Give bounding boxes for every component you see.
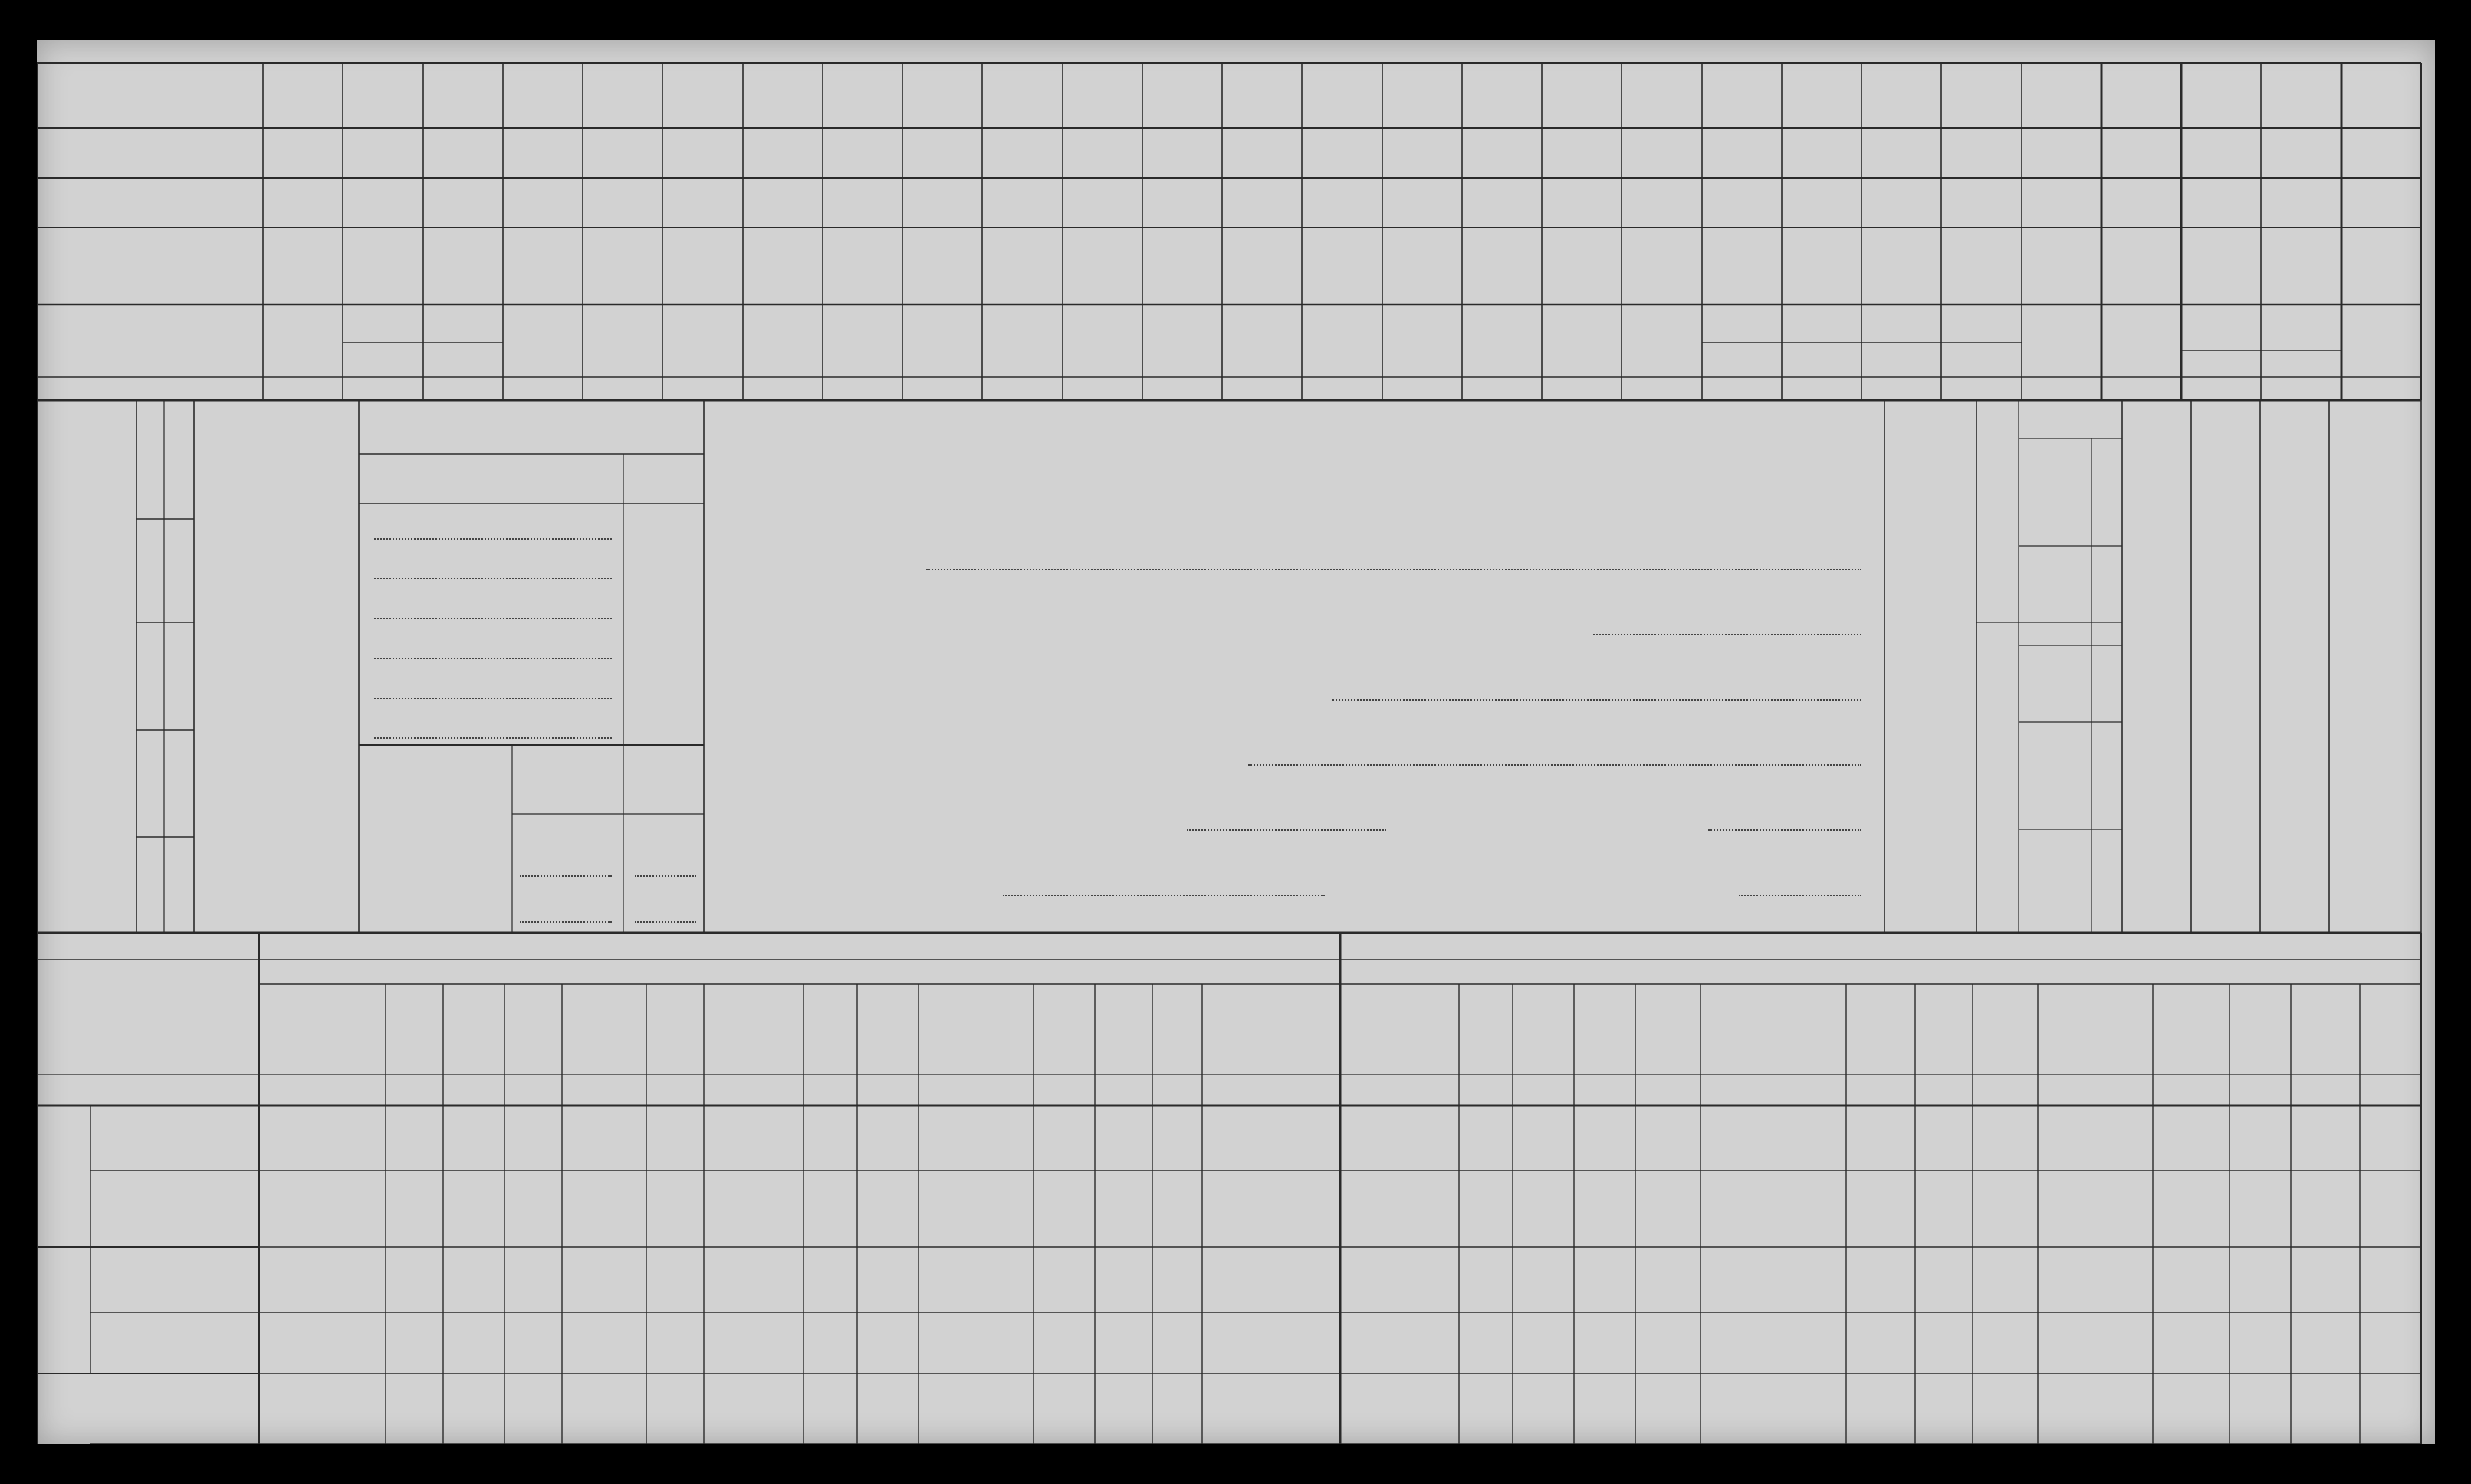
- lease-col-num: [1915, 1075, 1973, 1105]
- population-col-num: [2091, 546, 2122, 645]
- handwritten-value: [2341, 128, 2421, 178]
- trade-title: [359, 408, 704, 454]
- lease-col-num: [504, 1075, 562, 1105]
- column-number: [743, 377, 823, 400]
- livestock-col-num: [136, 837, 164, 933]
- population-col-head: [2019, 722, 2091, 829]
- lease-col-head: [1574, 984, 1635, 1075]
- non-allotment-group: [37, 1247, 90, 1374]
- column-number: [2261, 377, 2341, 400]
- private-question: [734, 466, 1869, 503]
- column-number: [263, 377, 343, 400]
- lease-col-head: [1700, 984, 1846, 1075]
- lease-col-head: [1340, 984, 1459, 1075]
- lease-col-head: [386, 984, 443, 1075]
- column-number: [982, 377, 1063, 400]
- lease-col-num: [704, 1075, 803, 1105]
- private-question: [1424, 810, 1792, 847]
- lease-col-head: [1846, 984, 1915, 1075]
- dotted-line: [1187, 829, 1386, 831]
- population-group-bottom: [2260, 810, 2329, 933]
- column-header: [423, 228, 503, 343]
- column-header: [982, 228, 1063, 360]
- desyatin-header: [512, 776, 623, 814]
- dotted-line: [374, 578, 612, 579]
- dotted-line: [1593, 634, 1861, 635]
- dotted-line: [374, 658, 612, 659]
- handwritten-value: [443, 1105, 504, 1170]
- lease-col-head: [1033, 984, 1095, 1075]
- handwritten-value: [423, 178, 503, 228]
- column-header: [743, 228, 823, 360]
- population-group-top: [2191, 400, 2260, 523]
- lease-col-num: [1340, 1075, 1459, 1105]
- lease-col-head: [1635, 984, 1700, 1075]
- population-col-head: [2019, 645, 2091, 722]
- lease-col-head: [803, 984, 857, 1075]
- handwritten-value: [1462, 178, 1542, 228]
- dotted-line: [926, 569, 1861, 570]
- land-label: [37, 228, 259, 381]
- column-number: [1462, 377, 1542, 400]
- lease-col-head: [646, 984, 704, 1075]
- column-header: [2261, 228, 2341, 360]
- lease-col-head: [443, 984, 504, 1075]
- lease-arable-group: [259, 960, 704, 984]
- lease-col-head: [1459, 984, 1513, 1075]
- lease-row-label: [37, 1374, 259, 1444]
- handwritten-value: [386, 1374, 443, 1444]
- lease-col-head: [704, 984, 803, 1075]
- lease-col-num: [918, 1075, 1033, 1105]
- column-header: [1542, 228, 1622, 360]
- lease-col-num: [1152, 1075, 1202, 1105]
- column-header: [1702, 228, 1782, 339]
- column-number: [1782, 377, 1861, 400]
- lease-col-num: [2291, 1075, 2360, 1105]
- lease-col-num: [562, 1075, 646, 1105]
- livestock-col-head: [164, 622, 194, 730]
- column-number: [2101, 377, 2181, 400]
- population-col-head: [2019, 829, 2091, 933]
- handwritten-value: [263, 178, 343, 228]
- population-col-num: [2091, 722, 2122, 829]
- lease-col-head: [2038, 984, 2153, 1075]
- handwritten-value: [583, 63, 662, 128]
- lease-col-head: [857, 984, 918, 1075]
- handwritten-value: [2341, 178, 2421, 228]
- lease-col-head: [504, 984, 562, 1075]
- column-number: [1702, 377, 1782, 400]
- livestock-col-num: [136, 622, 164, 730]
- private-question: [734, 531, 1869, 568]
- population-group-top: [2329, 400, 2421, 523]
- census-card: [37, 40, 2435, 1444]
- livestock-col-head: [164, 519, 194, 622]
- column-header: [343, 228, 423, 343]
- handwritten-value: [583, 178, 662, 228]
- column-number: [823, 377, 902, 400]
- dotted-line: [1003, 895, 1325, 896]
- column-number: [662, 377, 743, 400]
- handwritten-value: [343, 63, 423, 128]
- handwritten-value: [2022, 178, 2101, 228]
- column-number: [1063, 377, 1142, 400]
- dotted-line: [1248, 764, 1861, 766]
- dotted-line: [635, 921, 696, 923]
- handwritten-value: [423, 63, 503, 128]
- column-number: [1941, 377, 2022, 400]
- row-label: [37, 178, 259, 228]
- private-question: [734, 664, 1869, 701]
- dotted-line: [1332, 699, 1861, 701]
- row-label: [37, 63, 259, 128]
- column-header: [902, 228, 982, 360]
- rent-hay-group: [1700, 960, 2038, 984]
- lease-col-head: [1513, 984, 1574, 1075]
- column-number: [583, 377, 662, 400]
- column-header: [662, 228, 743, 360]
- dotted-line: [374, 538, 612, 540]
- lease-col-head: [259, 984, 386, 1075]
- column-number: [1142, 377, 1222, 400]
- handwritten-value: [263, 63, 343, 128]
- lease-col-num: [1459, 1075, 1513, 1105]
- column-header: [503, 228, 583, 360]
- column-number: [2022, 377, 2101, 400]
- lease-col-num: [2153, 1075, 2229, 1105]
- column-header: [1142, 228, 1222, 360]
- dotted-line: [1739, 895, 1861, 896]
- private-question: [1302, 875, 1746, 912]
- lease-row-label: [90, 1247, 259, 1312]
- column-header: [1302, 228, 1382, 360]
- lease-col-num: [1095, 1075, 1152, 1105]
- handwritten-value: [823, 63, 902, 128]
- lease-row-label: [90, 1170, 259, 1247]
- lease-col-num: [1700, 1075, 1846, 1105]
- handwritten-value: [504, 1105, 646, 1170]
- column-header: [1462, 228, 1542, 360]
- lease-col-num: [1513, 1075, 1574, 1105]
- handwritten-value: [2022, 128, 2101, 178]
- handwritten-value: [1382, 63, 1462, 128]
- lease-col-num: [386, 1075, 443, 1105]
- livestock-col-head: [164, 730, 194, 837]
- population-group-bottom: [2191, 810, 2260, 933]
- column-header: [1222, 228, 1302, 360]
- population-col-head: [2019, 546, 2091, 645]
- dotted-line: [374, 618, 612, 619]
- garden-label: [366, 845, 512, 875]
- lease-col-head: [2153, 984, 2229, 1075]
- column-header: [2022, 228, 2101, 360]
- have-title: [366, 799, 504, 837]
- trade-name-header: [359, 454, 623, 504]
- population-group-top: [2260, 400, 2329, 523]
- lease-col-head: [2229, 984, 2291, 1075]
- population-col-head: [2019, 438, 2091, 546]
- column-number: [1861, 377, 1941, 400]
- handwritten-value: [662, 63, 743, 128]
- population-col-num: [2091, 829, 2122, 933]
- column-header: [2181, 228, 2261, 360]
- population-title: [1884, 400, 1976, 933]
- column-header: [1382, 228, 1462, 360]
- rent-arable-group: [1340, 960, 1700, 984]
- handwritten-value: [823, 128, 902, 178]
- lease-col-num: [1033, 1075, 1095, 1105]
- private-question: [734, 728, 1869, 765]
- lease-col-num: [1973, 1075, 2038, 1105]
- dotted-line: [374, 698, 612, 699]
- dotted-line: [374, 737, 612, 739]
- vineyard-label: [366, 891, 512, 921]
- lease-row-label: [90, 1105, 259, 1170]
- column-header: [1063, 228, 1142, 360]
- lease-col-head: [918, 984, 1033, 1075]
- livestock-col-num: [136, 730, 164, 837]
- handwritten-value: [267, 1105, 382, 1170]
- population-group-top: [2122, 400, 2191, 523]
- column-header: [1941, 228, 2022, 339]
- lease-col-head: [562, 984, 646, 1075]
- row-label: [37, 128, 259, 154]
- livestock-col-num: [136, 400, 164, 519]
- lease-col-num: [1635, 1075, 1700, 1105]
- lease-col-head: [1095, 984, 1152, 1075]
- population-col-num: [2091, 645, 2122, 722]
- column-header: [263, 228, 343, 360]
- lease-col-num: [443, 1075, 504, 1105]
- lease-row-label: [90, 1312, 259, 1374]
- trade-qty-header: [623, 454, 704, 504]
- lease-col-num: [2038, 1075, 2153, 1105]
- column-number: [1222, 377, 1302, 400]
- handwritten-value: [662, 178, 743, 228]
- lease-col-num: [646, 1075, 704, 1105]
- private-question: [734, 596, 1869, 633]
- column-number: [1542, 377, 1622, 400]
- rent-out-title: [1340, 933, 2421, 960]
- lease-col-head: [2291, 984, 2360, 1075]
- column-number: [902, 377, 982, 400]
- lease-hay-group: [704, 960, 1033, 984]
- lease-col-num: [1846, 1075, 1915, 1105]
- dotted-line: [520, 921, 612, 923]
- handwritten-value: [1382, 178, 1462, 228]
- root-header: [623, 776, 704, 814]
- handwritten-mark: [2181, 124, 2341, 208]
- column-number: [1382, 377, 1462, 400]
- lease-title: [259, 933, 1340, 960]
- column-header: [823, 228, 902, 360]
- lease-col-num: [2229, 1075, 2291, 1105]
- population-col-num: [2091, 438, 2122, 546]
- column-number: [423, 377, 503, 400]
- lease-col-head: [1152, 984, 1202, 1075]
- handwritten-value: [2341, 63, 2421, 128]
- lease-col-num: [259, 1075, 386, 1105]
- population-group-bottom: [2122, 810, 2191, 933]
- fallow-group: [2181, 350, 2341, 379]
- column-header: [2341, 228, 2421, 360]
- livestock-col-head: [164, 837, 194, 933]
- dotted-line: [635, 875, 696, 877]
- allotment-group: [37, 1105, 90, 1247]
- handwritten-value: [386, 1105, 443, 1170]
- column-number: [503, 377, 583, 400]
- lease-col-head: [1973, 984, 2038, 1075]
- lease-col-num: [857, 1075, 918, 1105]
- men-group: [1976, 622, 2019, 933]
- lease-col-num: [803, 1075, 857, 1105]
- lease-col-num: [1574, 1075, 1635, 1105]
- handwritten-value: [2022, 63, 2101, 128]
- lease-col-head: [1915, 984, 1973, 1075]
- column-header: [583, 228, 662, 360]
- column-number: [2341, 377, 2421, 400]
- dotted-line: [520, 875, 612, 877]
- column-header: [1861, 228, 1941, 339]
- livestock-col-head: [164, 400, 194, 519]
- workers-question: [194, 400, 359, 933]
- column-header: [1782, 228, 1861, 339]
- column-number: [343, 377, 423, 400]
- private-title: [727, 419, 1861, 465]
- column-number: [1302, 377, 1382, 400]
- column-header: [1622, 228, 1702, 360]
- handwritten-value: [343, 178, 423, 228]
- column-number: [2181, 377, 2261, 400]
- women-group: [1976, 438, 2019, 622]
- column-header: [2101, 228, 2181, 360]
- row-label-cont: [37, 154, 259, 177]
- population-group-bottom: [2329, 810, 2421, 933]
- handwritten-value: [1462, 63, 1542, 128]
- sown-crops-band: [263, 350, 2022, 378]
- column-number: [1622, 377, 1702, 400]
- livestock-col-num: [136, 519, 164, 622]
